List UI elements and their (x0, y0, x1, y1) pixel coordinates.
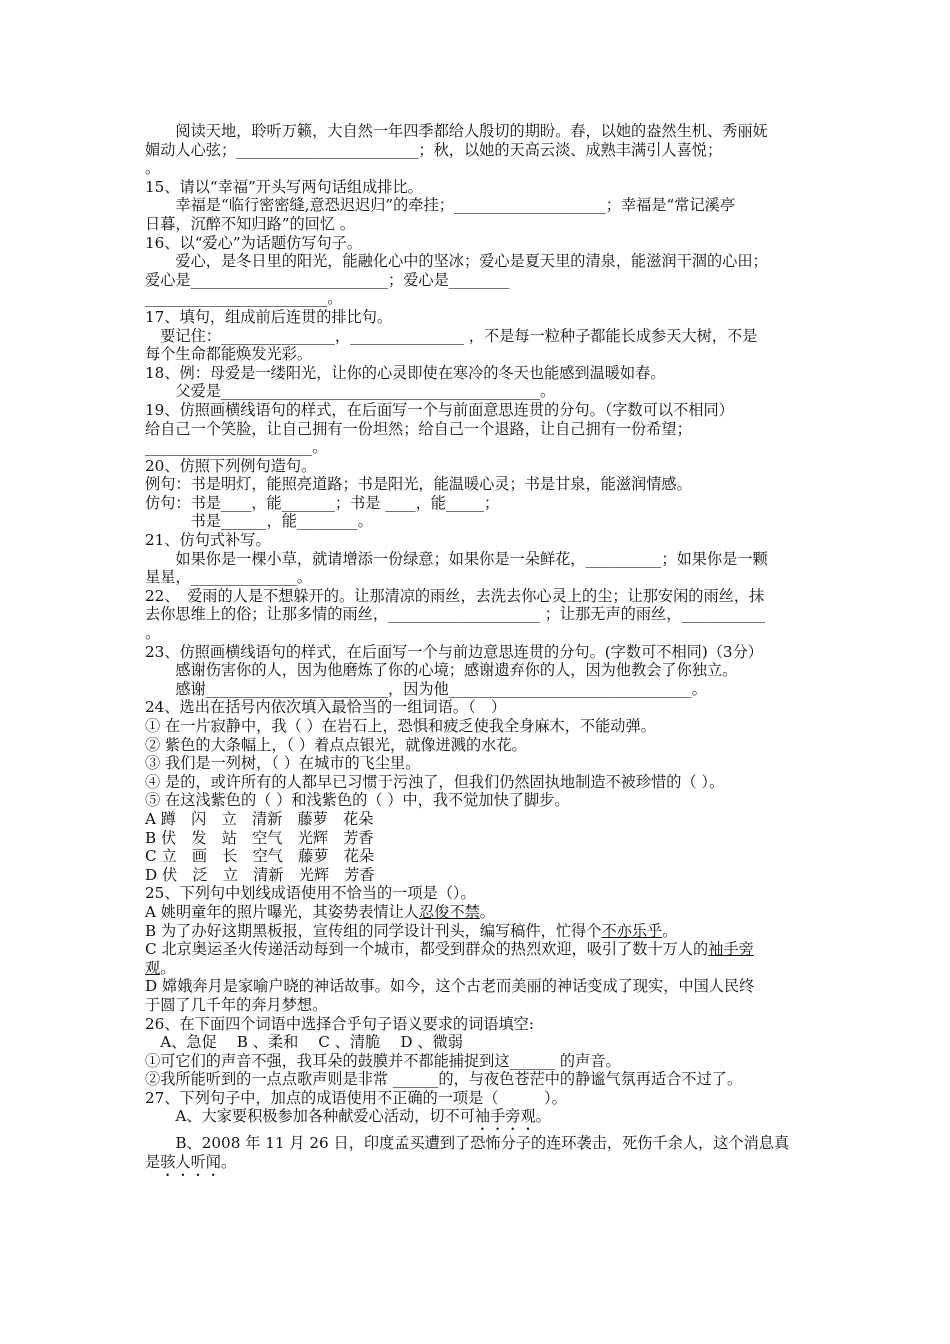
question-18-title: 18、例：母爱是一缕阳光，让你的心灵即使在寒冷的冬天也能感到温暖如春。 (145, 363, 666, 382)
question-19-line: ______________________。 (145, 438, 328, 457)
question-16-line: ________________________。 (145, 289, 343, 308)
question-15-line: 幸福是“临行密密缝,意恐迟迟归”的牵挂；____________________；幸福是“常记溪亭 (145, 196, 736, 215)
option-text: 。 (535, 1107, 551, 1126)
question-20-line: 书是______，能________。 (145, 512, 373, 531)
question-18-line: 父爱是__________________________________________。 (145, 382, 556, 401)
question-24-item: ② 紫色的大条幅上，（ ）着点点银光，就像迸溅的水花。 (145, 735, 527, 754)
question-24-option-c: C 立 画 长 空气 藤萝 花朵 (145, 847, 375, 866)
question-24-item: ① 在一片寂静中，我（ ）在岩石上，恐惧和疲乏使我全身麻木，不能动弹。 (145, 717, 656, 735)
passage-line: 。 (145, 159, 161, 178)
question-26-item: ①可它们的声音不强，我耳朵的鼓膜并不都能捕捉到这______ 的声音。 (145, 1051, 621, 1070)
question-23-line: 感谢伤害你的人，因为他磨炼了你的心境；感谢遗弃你的人，因为他教会了你独立。 (145, 661, 738, 680)
question-19-title: 19、仿照画横线语句的样式，在后面写一个与前面意思连贯的分句。（字数可以不相同） (145, 400, 734, 419)
question-16-line: 爱心是__________________________；爱心是________ (145, 270, 510, 289)
question-24-option-b: B 伏 发 站 空气 光辉 芳香 (145, 828, 374, 847)
dotted-idiom: 骇人听闻 (160, 1153, 221, 1172)
option-text: 。 (160, 958, 176, 977)
question-24-item: ③ 我们是一列树，（ ）在城市的飞尘里。 (145, 754, 421, 773)
question-25-option-d-cont: 于圆了几千年的奔月梦想。 (145, 995, 328, 1014)
option-text: C 北京奥运圣火传递活动每到一个城市，都受到群众的热烈欢迎，吸引了数十万人的 (145, 940, 709, 959)
question-24-option-a: A 蹲 闪 立 清新 藤萝 花朵 (145, 809, 374, 828)
question-15-title: 15、请以“幸福”开头写两句话组成排比。 (145, 177, 423, 196)
option-text: 是 (145, 1153, 161, 1172)
question-15-line: 日暮，沉醉不知归路”的回忆 。 (145, 214, 356, 233)
underlined-idiom: 观 (145, 958, 161, 977)
exam-page (145, 122, 810, 1180)
question-21-line: 星星，______________。 (145, 568, 313, 587)
question-24-item: ⑤ 在这浅紫色的（ ）和浅紫色的（ ）中，我不觉加快了脚步。 (145, 791, 570, 810)
question-24-option-d: D 伏 泛 立 清新 光辉 芳香 (145, 865, 375, 884)
option-text: B 为了办好这期黑板报，宣传组的同学设计刊头，编写稿件，忙得个 (145, 921, 602, 940)
question-21-title: 21、仿句式补写。 (145, 531, 271, 550)
option-text: A 姚明童年的照片曝光，其姿势表情让人 (145, 902, 419, 921)
question-16-line: 爱心，是冬日里的阳光，能融化心中的坚冰；爱心是夏天里的清泉，能滋润干涸的心田； (145, 252, 768, 271)
question-17-title: 17、填句，组成前后连贯的排比句。 (145, 307, 393, 326)
passage-line: 媚动人心弦；________________________；秋，以她的天高云淡、成熟丰满引人喜悦； (145, 140, 723, 159)
question-27-title: 27、下列句子中，加点的成语使用不正确的一项是（ ）。 (145, 1088, 567, 1107)
question-17-line: 要记住：_______________，_______________ ，不是每一粒种子都能长成参天大树，不是 (145, 326, 758, 345)
question-22-line: 22、 爱雨的人是不想躲开的。让那清凉的雨丝，去洗去你心灵上的尘；让那安闲的雨丝，抹 (145, 586, 765, 605)
option-text: 。 (220, 1153, 237, 1172)
question-22-line: 去你思维上的俗；让那多情的雨丝，____________________ ；让那无声的雨丝，___________ (145, 605, 765, 624)
underlined-idiom: 袖手旁 (708, 940, 754, 959)
question-27-option-b-cont (145, 1153, 810, 1180)
question-20-line: 例句：书是明灯，能照亮道路；书是阳光，能温暖心灵；书是甘泉，能滋润情感。 (145, 475, 692, 494)
question-25-option-c (145, 940, 810, 959)
question-19-line: 给自己一个笑脸，让自己拥有一份坦然；给自己一个退路，让自己拥有一份希望； (145, 419, 692, 438)
question-17-line: 每个生命都能焕发光彩。 (145, 345, 313, 364)
option-text: 。 (479, 902, 495, 921)
question-23-title: 23、仿照画横线语句的样式，在后面写一个与前边意思连贯的分句。(字数可不相同)（3分） (145, 642, 763, 661)
dotted-idiom: 袖手旁观 (474, 1107, 536, 1126)
question-25-option-c-cont (145, 959, 810, 978)
question-26-item: ②我所能听到的一点点歌声则是非常 ______的，与夜色苍茫中的静谧气氛再适合不过了。 (145, 1070, 743, 1089)
question-20-line: 仿句：书是____，能_______；书是 ____，能_____； (145, 493, 500, 512)
question-16-title: 16、以“爱心”为话题仿写句子。 (145, 233, 363, 252)
question-24-title: 24、选出在括号内依次填入最恰当的一组词语。（ ） (145, 698, 507, 717)
underlined-idiom: 忍俊不禁 (418, 902, 480, 921)
underlined-idiom: 不亦乐乎 (601, 921, 663, 940)
question-25-option-a (145, 903, 810, 922)
passage-line: 阅读天地，聆听万籁，大自然一年四季都给人殷切的期盼。春，以她的盎然生机、秀丽妩 (145, 122, 768, 140)
question-20-title: 20、仿照下列例句造句。 (145, 456, 317, 475)
question-25-title: 25、下列句中划线成语使用不恰当的一项是（）。 (145, 884, 476, 903)
question-24-item: ④ 是的，或许所有的人都早已习惯于污浊了，但我们仍然固执地制造不被珍惜的（ ）。 (145, 772, 725, 791)
option-text: 。 (662, 921, 678, 940)
question-27-option-b: B、2008 年 11 月 26 日，印度孟买遭到了恐怖分子的连环袭击，死伤千余人，这个消息真 (145, 1134, 790, 1153)
question-23-line: 感谢________________________，因为他________________________________。 (145, 679, 707, 698)
question-25-option-d: D 嫦娥奔月是家喻户晓的神话故事。如今，这个古老而美丽的神话变成了现实，中国人民终 (145, 977, 755, 996)
question-22-line: 。 (145, 624, 161, 643)
question-27-option-a (145, 1107, 810, 1134)
question-25-option-b (145, 922, 810, 941)
question-26-options: A、急促 B 、柔和 C 、清脆 D 、微弱 (145, 1033, 463, 1052)
option-text: A、大家要积极参加各种献爱心活动，切不可 (145, 1107, 475, 1126)
question-21-line: 如果你是一棵小草，就请增添一份绿意；如果你是一朵鲜花，__________；如果你是一颗 (145, 549, 768, 568)
question-26-title: 26、在下面四个词语中选择合乎句子语义要求的词语填空: (145, 1014, 534, 1033)
